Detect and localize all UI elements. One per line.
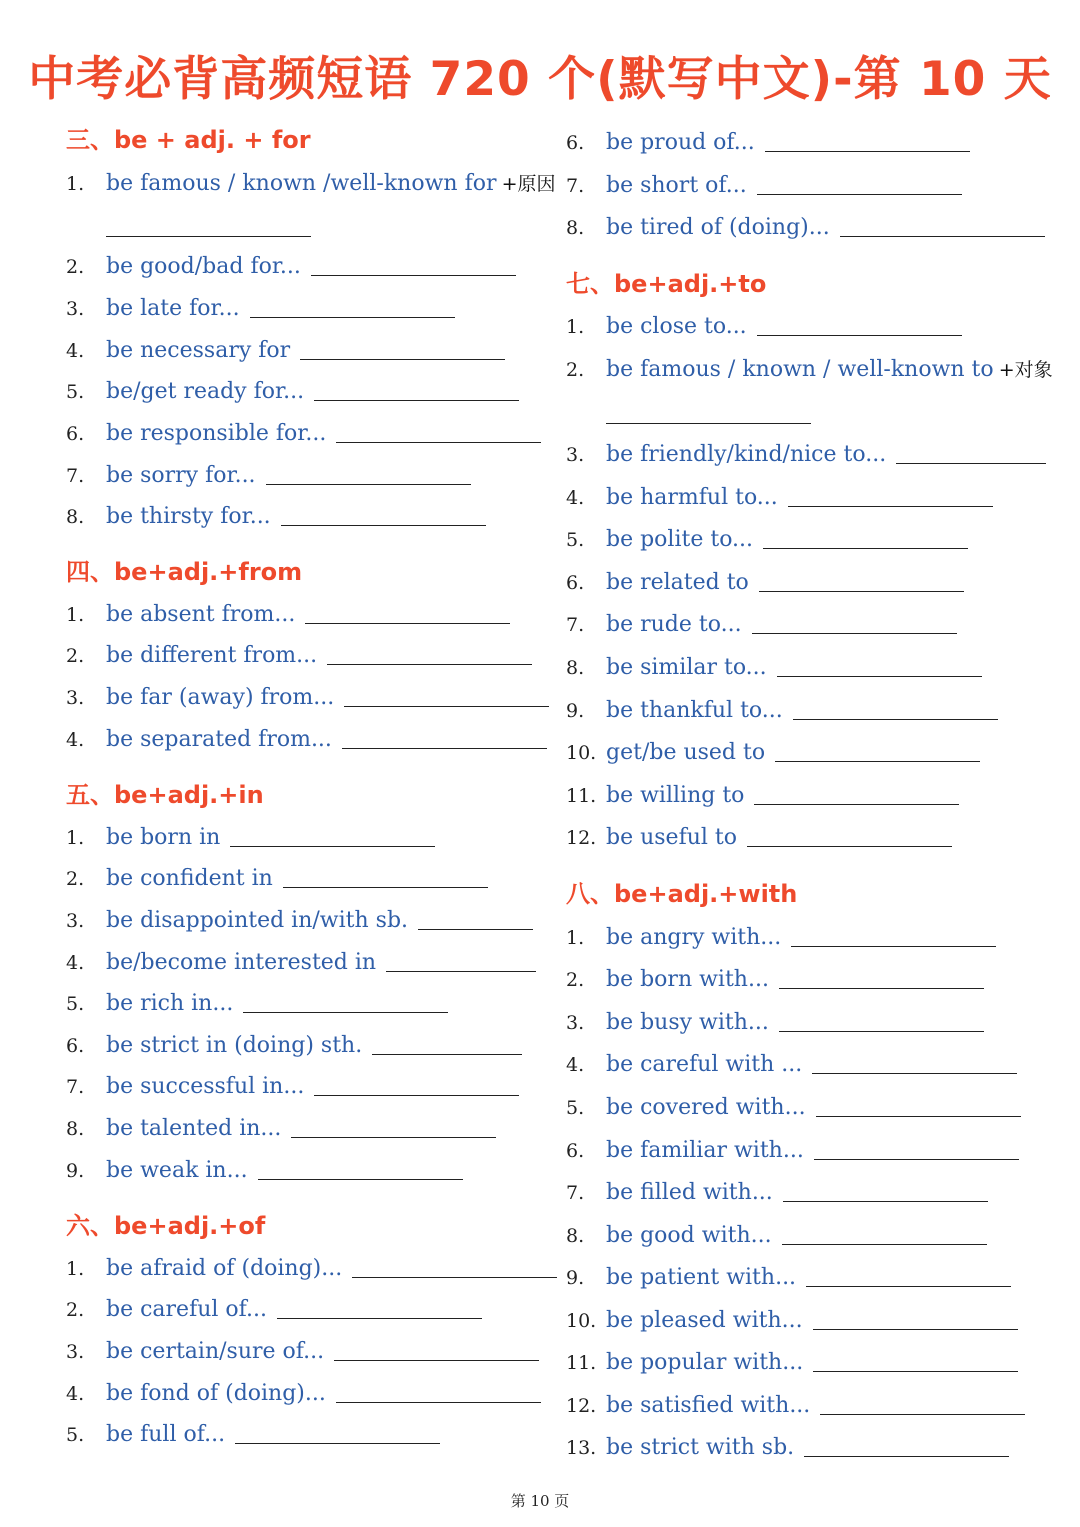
item-phrase: be different from... bbox=[106, 643, 318, 668]
list-item bbox=[66, 1418, 536, 1452]
answer-blank[interactable] bbox=[788, 505, 993, 507]
item-number: 4. bbox=[66, 340, 85, 362]
item-phrase: be confident in bbox=[106, 866, 273, 891]
list-item bbox=[66, 1112, 536, 1146]
item-number: 8. bbox=[566, 217, 585, 239]
item-phrase: be strict with sb. bbox=[606, 1435, 795, 1460]
answer-blank[interactable] bbox=[752, 632, 957, 634]
list-item bbox=[66, 598, 536, 632]
item-phrase: be busy with... bbox=[606, 1010, 769, 1035]
item-number: 12. bbox=[566, 827, 597, 849]
item-phrase: be necessary for bbox=[106, 338, 291, 363]
item-phrase: be full of... bbox=[106, 1422, 226, 1447]
item-number: 6. bbox=[66, 1035, 85, 1057]
answer-blank[interactable] bbox=[283, 886, 488, 888]
item-number: 7. bbox=[566, 614, 585, 636]
item-number: 1. bbox=[566, 316, 585, 338]
list-item bbox=[566, 921, 1036, 955]
answer-blank[interactable] bbox=[763, 547, 968, 549]
list-item bbox=[66, 1154, 536, 1188]
item-number: 2. bbox=[566, 359, 585, 381]
list-item bbox=[66, 250, 536, 284]
item-phrase: be born in bbox=[106, 825, 221, 850]
item-phrase: be separated from... bbox=[106, 727, 332, 752]
answer-blank[interactable] bbox=[258, 1178, 463, 1180]
answer-blank[interactable] bbox=[305, 622, 510, 624]
list-item bbox=[566, 1346, 1036, 1380]
list-item bbox=[66, 334, 536, 368]
item-number: 2. bbox=[566, 969, 585, 991]
list-item bbox=[66, 417, 536, 451]
item-number: 6. bbox=[66, 423, 85, 445]
list-item bbox=[66, 1070, 536, 1104]
answer-blank[interactable] bbox=[344, 705, 549, 707]
list-item bbox=[566, 963, 1036, 997]
answer-blank[interactable] bbox=[754, 803, 959, 805]
item-number: 13. bbox=[566, 1437, 597, 1459]
item-phrase: be related to bbox=[606, 570, 749, 595]
list-item bbox=[66, 821, 536, 855]
item-number: 3. bbox=[66, 910, 85, 932]
item-phrase: be successful in... bbox=[106, 1074, 305, 1099]
item-phrase: be popular with... bbox=[606, 1350, 804, 1375]
list-item bbox=[66, 639, 536, 673]
answer-blank[interactable] bbox=[266, 483, 471, 485]
list-item bbox=[566, 651, 1036, 685]
item-number: 7. bbox=[566, 1182, 585, 1204]
list-item bbox=[66, 500, 536, 534]
answer-blank[interactable] bbox=[243, 1011, 448, 1013]
item-phrase: be strict in (doing) sth. bbox=[106, 1033, 363, 1058]
item-number: 3. bbox=[66, 1341, 85, 1363]
item-number: 6. bbox=[566, 132, 585, 154]
item-phrase: be absent from... bbox=[106, 602, 296, 627]
list-item bbox=[566, 566, 1036, 600]
item-number: 1. bbox=[66, 827, 85, 849]
answer-blank[interactable] bbox=[775, 760, 980, 762]
list-item bbox=[66, 987, 536, 1021]
page-title: 中考必背高频短语 720 个(默写中文)-第 10 天 bbox=[28, 52, 1052, 107]
answer-blank[interactable] bbox=[311, 274, 516, 276]
item-phrase: be disappointed in/with sb. bbox=[106, 908, 409, 933]
answer-blank[interactable] bbox=[372, 1053, 522, 1055]
item-phrase: be far (away) from... bbox=[106, 685, 335, 710]
answer-blank[interactable] bbox=[230, 845, 435, 847]
item-number: 4. bbox=[566, 487, 585, 509]
item-number: 5. bbox=[566, 529, 585, 551]
list-item bbox=[566, 779, 1036, 813]
list-item bbox=[66, 375, 536, 409]
item-phrase: be pleased with... bbox=[606, 1308, 803, 1333]
list-item bbox=[566, 481, 1036, 515]
item-phrase: be familiar with... bbox=[606, 1138, 804, 1163]
answer-blank[interactable] bbox=[235, 1442, 440, 1444]
item-number: 5. bbox=[66, 1424, 85, 1446]
item-phrase: be proud of... bbox=[606, 130, 755, 155]
item-phrase: be close to... bbox=[606, 314, 747, 339]
list-item bbox=[566, 821, 1036, 855]
item-phrase: be patient with... bbox=[606, 1265, 797, 1290]
answer-blank[interactable] bbox=[816, 1115, 1021, 1117]
item-phrase: be tired of (doing)... bbox=[606, 215, 830, 240]
item-phrase: be short of... bbox=[606, 173, 747, 198]
item-note: +对象 bbox=[998, 359, 1053, 381]
item-number: 4. bbox=[66, 729, 85, 751]
list-item bbox=[66, 459, 536, 493]
answer-blank[interactable] bbox=[820, 1413, 1025, 1415]
section-heading-for: 三、be + adj. + for bbox=[66, 126, 311, 154]
answer-blank[interactable] bbox=[314, 399, 519, 401]
list-item bbox=[566, 1048, 1036, 1082]
answer-blank[interactable] bbox=[291, 1136, 496, 1138]
item-number: 7. bbox=[566, 175, 585, 197]
answer-blank[interactable] bbox=[779, 987, 984, 989]
item-phrase: be weak in... bbox=[106, 1158, 248, 1183]
list-item bbox=[66, 1029, 536, 1063]
item-number: 10. bbox=[566, 1310, 597, 1332]
list-item bbox=[66, 723, 536, 757]
item-phrase: be famous / known / well-known to bbox=[606, 357, 994, 382]
list-item bbox=[66, 904, 536, 938]
item-number: 2. bbox=[66, 256, 85, 278]
answer-blank[interactable] bbox=[250, 316, 455, 318]
list-item bbox=[66, 1293, 536, 1327]
item-number: 4. bbox=[66, 952, 85, 974]
list-item bbox=[566, 169, 1036, 203]
answer-blank[interactable] bbox=[813, 1370, 1018, 1372]
item-note: +原因 bbox=[501, 173, 556, 195]
item-number: 4. bbox=[66, 1383, 85, 1405]
item-phrase: be friendly/kind/nice to... bbox=[606, 442, 887, 467]
item-number: 1. bbox=[66, 604, 85, 626]
answer-blank[interactable] bbox=[840, 235, 1045, 237]
item-number: 3. bbox=[566, 444, 585, 466]
list-item bbox=[566, 608, 1036, 642]
answer-blank[interactable] bbox=[791, 945, 996, 947]
answer-blank[interactable] bbox=[759, 590, 964, 592]
list-item bbox=[566, 523, 1036, 557]
list-item bbox=[66, 167, 556, 201]
answer-blank[interactable] bbox=[814, 1158, 1019, 1160]
list-item bbox=[566, 310, 1036, 344]
answer-blank[interactable] bbox=[352, 1276, 557, 1278]
answer-blank[interactable] bbox=[804, 1455, 1009, 1457]
item-number: 11. bbox=[566, 785, 597, 807]
item-number: 4. bbox=[566, 1054, 585, 1076]
section-heading-to: 七、be+adj.+to bbox=[566, 270, 767, 298]
answer-blank[interactable] bbox=[606, 423, 811, 424]
answer-blank[interactable] bbox=[765, 150, 970, 152]
answer-blank[interactable] bbox=[277, 1317, 482, 1319]
answer-blank[interactable] bbox=[793, 718, 998, 720]
list-item bbox=[566, 1431, 1036, 1465]
list-item bbox=[66, 862, 536, 896]
list-item bbox=[66, 1335, 536, 1369]
item-number: 7. bbox=[66, 465, 85, 487]
item-number: 7. bbox=[66, 1076, 85, 1098]
item-phrase: be/get ready for... bbox=[106, 379, 305, 404]
item-phrase: be famous / known /well-known for bbox=[106, 171, 497, 196]
answer-blank[interactable] bbox=[336, 1401, 541, 1403]
item-phrase: be good/bad for... bbox=[106, 254, 301, 279]
item-phrase: be thirsty for... bbox=[106, 504, 271, 529]
list-item bbox=[566, 1219, 1036, 1253]
item-number: 6. bbox=[566, 572, 585, 594]
list-item bbox=[566, 1389, 1036, 1423]
answer-blank[interactable] bbox=[747, 845, 952, 847]
item-phrase: be useful to bbox=[606, 825, 738, 850]
answer-blank[interactable] bbox=[779, 1030, 984, 1032]
list-item bbox=[66, 1252, 536, 1286]
page-number: 第 10 页 bbox=[510, 1492, 570, 1510]
item-number: 1. bbox=[566, 927, 585, 949]
answer-blank[interactable] bbox=[281, 524, 486, 526]
item-phrase: be rude to... bbox=[606, 612, 742, 637]
item-phrase: be late for... bbox=[106, 296, 240, 321]
item-number: 10. bbox=[566, 742, 597, 764]
answer-blank[interactable] bbox=[342, 747, 547, 749]
list-item bbox=[566, 1134, 1036, 1168]
item-phrase: be filled with... bbox=[606, 1180, 773, 1205]
item-phrase: be polite to... bbox=[606, 527, 754, 552]
answer-blank[interactable] bbox=[418, 928, 533, 930]
item-phrase: be good with... bbox=[606, 1223, 772, 1248]
list-item bbox=[566, 736, 1036, 770]
item-phrase: be responsible for... bbox=[106, 421, 327, 446]
item-number: 8. bbox=[66, 1118, 85, 1140]
item-number: 8. bbox=[66, 506, 85, 528]
list-item bbox=[566, 438, 1036, 472]
item-phrase: be talented in... bbox=[106, 1116, 282, 1141]
answer-blank[interactable] bbox=[782, 1243, 987, 1245]
item-number: 6. bbox=[566, 1140, 585, 1162]
item-number: 5. bbox=[66, 993, 85, 1015]
item-number: 1. bbox=[66, 173, 85, 195]
answer-blank[interactable] bbox=[336, 441, 541, 443]
item-phrase: be harmful to... bbox=[606, 485, 778, 510]
list-item bbox=[66, 1377, 536, 1411]
item-number: 2. bbox=[66, 645, 85, 667]
item-number: 9. bbox=[566, 700, 585, 722]
list-item bbox=[66, 946, 536, 980]
list-item bbox=[566, 694, 1036, 728]
item-number: 9. bbox=[66, 1160, 85, 1182]
item-number: 12. bbox=[566, 1395, 597, 1417]
section-heading-of: 六、be+adj.+of bbox=[66, 1212, 266, 1240]
item-phrase: be careful of... bbox=[106, 1297, 267, 1322]
item-number: 2. bbox=[66, 1299, 85, 1321]
answer-blank[interactable] bbox=[327, 663, 532, 665]
item-number: 2. bbox=[66, 868, 85, 890]
list-item bbox=[566, 1176, 1036, 1210]
list-item bbox=[66, 292, 536, 326]
item-phrase: be born with... bbox=[606, 967, 769, 992]
answer-blank[interactable] bbox=[896, 462, 1046, 464]
item-phrase: be angry with... bbox=[606, 925, 782, 950]
item-phrase: be afraid of (doing)... bbox=[106, 1256, 343, 1281]
item-phrase: be thankful to... bbox=[606, 698, 783, 723]
section-heading-with: 八、be+adj.+with bbox=[566, 880, 798, 908]
answer-blank[interactable] bbox=[334, 1359, 539, 1361]
item-number: 5. bbox=[566, 1097, 585, 1119]
item-phrase: be similar to... bbox=[606, 655, 767, 680]
item-number: 3. bbox=[66, 298, 85, 320]
item-number: 3. bbox=[566, 1012, 585, 1034]
item-phrase: get/be used to bbox=[606, 740, 766, 765]
answer-blank[interactable] bbox=[386, 970, 536, 972]
answer-blank[interactable] bbox=[783, 1200, 988, 1202]
answer-blank[interactable] bbox=[314, 1094, 519, 1096]
list-item bbox=[566, 1091, 1036, 1125]
item-phrase: be fond of (doing)... bbox=[106, 1381, 326, 1406]
answer-blank[interactable] bbox=[813, 1328, 1018, 1330]
list-item bbox=[566, 126, 1036, 160]
section-heading-from: 四、be+adj.+from bbox=[66, 558, 303, 586]
list-item bbox=[566, 353, 1053, 387]
list-item bbox=[66, 681, 536, 715]
answer-blank[interactable] bbox=[757, 334, 962, 336]
item-phrase: be willing to bbox=[606, 783, 745, 808]
answer-blank[interactable] bbox=[812, 1072, 1017, 1074]
item-phrase: be certain/sure of... bbox=[106, 1339, 325, 1364]
item-number: 11. bbox=[566, 1352, 597, 1374]
item-phrase: be covered with... bbox=[606, 1095, 806, 1120]
item-number: 5. bbox=[66, 381, 85, 403]
answer-blank[interactable] bbox=[777, 675, 982, 677]
item-number: 1. bbox=[66, 1258, 85, 1280]
list-item bbox=[566, 1304, 1036, 1338]
item-number: 3. bbox=[66, 687, 85, 709]
list-item bbox=[566, 211, 1036, 245]
list-item bbox=[566, 1006, 1036, 1040]
answer-blank[interactable] bbox=[300, 358, 505, 360]
list-item bbox=[566, 1261, 1036, 1295]
item-number: 9. bbox=[566, 1267, 585, 1289]
item-number: 8. bbox=[566, 1225, 585, 1247]
item-phrase: be rich in... bbox=[106, 991, 234, 1016]
answer-blank[interactable] bbox=[806, 1285, 1011, 1287]
section-heading-in: 五、be+adj.+in bbox=[66, 781, 264, 809]
item-phrase: be/become interested in bbox=[106, 950, 377, 975]
answer-blank[interactable] bbox=[106, 236, 311, 237]
item-phrase: be satisfied with... bbox=[606, 1393, 811, 1418]
item-number: 8. bbox=[566, 657, 585, 679]
answer-blank[interactable] bbox=[757, 193, 962, 195]
item-phrase: be careful with ... bbox=[606, 1052, 803, 1077]
item-phrase: be sorry for... bbox=[106, 463, 256, 488]
